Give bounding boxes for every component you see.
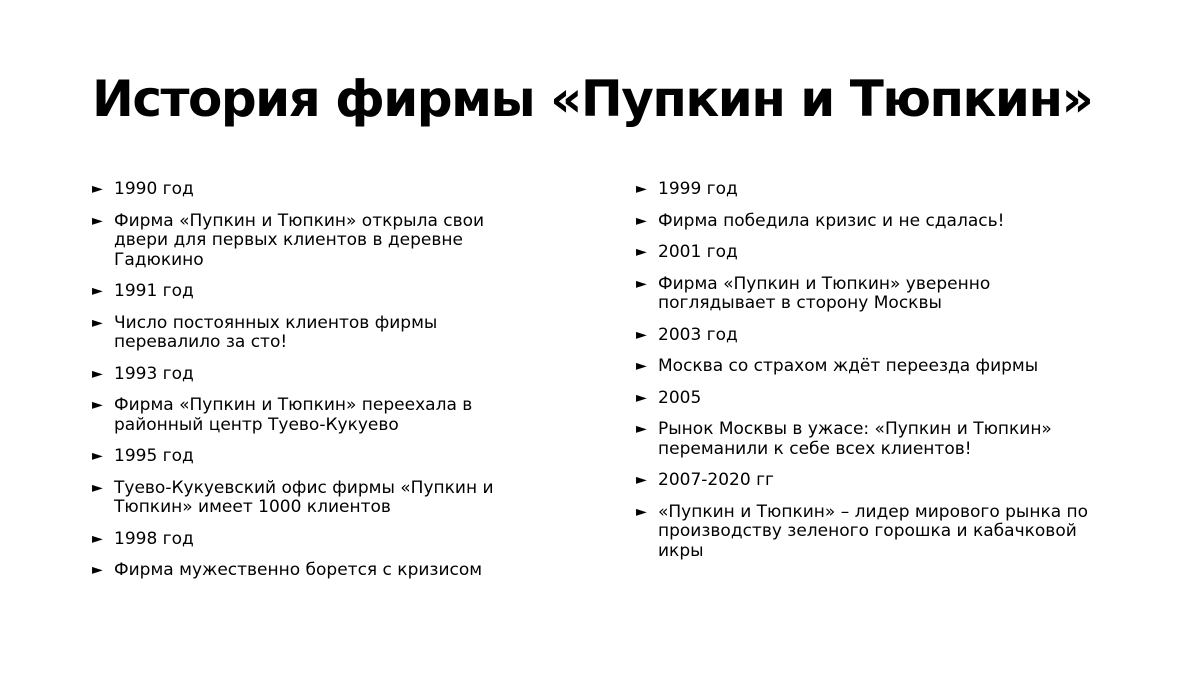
bullet-triangle-icon: ► bbox=[636, 326, 647, 343]
list-item bbox=[636, 212, 1106, 232]
list-item-text: 2007-2020 гг bbox=[658, 470, 774, 490]
list-item bbox=[636, 180, 1106, 200]
list-item bbox=[92, 479, 532, 518]
list-item bbox=[92, 447, 532, 467]
timeline-left-column bbox=[92, 180, 532, 593]
bullet-triangle-icon: ► bbox=[636, 181, 647, 197]
bullet-triangle-icon: ► bbox=[636, 389, 647, 406]
bullet-triangle-icon: ► bbox=[92, 397, 103, 413]
list-item bbox=[92, 314, 532, 353]
list-item bbox=[92, 180, 532, 200]
list-item bbox=[92, 530, 532, 550]
list-item bbox=[636, 357, 1106, 377]
list-item bbox=[636, 275, 1106, 314]
list-item bbox=[92, 561, 532, 581]
bullet-triangle-icon: ► bbox=[636, 358, 647, 374]
list-item bbox=[636, 420, 1106, 459]
list-item bbox=[92, 282, 532, 302]
list-item bbox=[636, 471, 1106, 491]
bullet-triangle-icon: ► bbox=[636, 244, 647, 260]
list-item-text: 1999 год bbox=[658, 179, 738, 199]
timeline-right-column bbox=[636, 180, 1106, 573]
slide-title: История фирмы «Пупкин и Тюпкин» bbox=[92, 70, 1093, 128]
list-item-text: 1990 год bbox=[114, 179, 194, 199]
list-item-text: Москва со страхом ждёт переезда фирмы bbox=[658, 356, 1039, 376]
bullet-triangle-icon: ► bbox=[92, 283, 103, 299]
list-item-text: Фирма «Пупкин и Тюпкин» переехала в районный центр Туево-Кукуево bbox=[114, 395, 473, 435]
list-item-text: Туево-Кукуевский офис фирмы «Пупкин и Тюпкин» имеет 1000 клиентов bbox=[114, 477, 494, 517]
list-item bbox=[636, 503, 1106, 562]
list-item-text: Рынок Москвы в ужасе: «Пупкин и Тюпкин» переманили к себе всех клиентов! bbox=[658, 419, 1052, 459]
bullet-triangle-icon: ► bbox=[92, 562, 103, 578]
list-item-text: 1995 год bbox=[114, 446, 194, 466]
list-item bbox=[92, 396, 532, 435]
list-item-text: 1993 год bbox=[114, 363, 194, 384]
list-item-text: Фирма мужественно борется с кризисом bbox=[114, 560, 483, 580]
list-item-text: 1998 год bbox=[114, 528, 194, 549]
list-item-text: 1991 год bbox=[114, 281, 194, 301]
bullet-triangle-icon: ► bbox=[636, 503, 647, 520]
list-item-text: Фирма победила кризис и не сдалась! bbox=[658, 210, 1005, 231]
list-item-text: Фирма «Пупкин и Тюпкин» уверенно поглядывает в сторону Москвы bbox=[658, 273, 991, 313]
list-item-text: «Пупкин и Тюпкин» – лидер мирового рынка по производству зеленого горошка и кабачковой икры bbox=[658, 501, 1089, 561]
bullet-triangle-icon: ► bbox=[92, 530, 103, 547]
list-item bbox=[92, 365, 532, 385]
list-item bbox=[636, 243, 1106, 263]
bullet-triangle-icon: ► bbox=[92, 365, 103, 382]
bullet-triangle-icon: ► bbox=[92, 181, 103, 197]
bullet-triangle-icon: ► bbox=[636, 275, 647, 292]
bullet-triangle-icon: ► bbox=[636, 421, 647, 437]
list-item bbox=[92, 212, 532, 271]
list-item-text: Фирма «Пупкин и Тюпкин» открыла свои двери для первых клиентов в деревне Гадюкино bbox=[114, 210, 485, 270]
list-item-text: 2005 bbox=[658, 387, 702, 408]
list-item-text: Число постоянных клиентов фирмы перевалило за сто! bbox=[114, 312, 438, 352]
list-item-text: 2001 год bbox=[658, 242, 738, 262]
bullet-triangle-icon: ► bbox=[636, 472, 647, 488]
bullet-triangle-icon: ► bbox=[92, 479, 103, 496]
list-item-text: 2003 год bbox=[658, 324, 738, 345]
bullet-triangle-icon: ► bbox=[92, 314, 103, 331]
bullet-triangle-icon: ► bbox=[92, 212, 103, 229]
bullet-triangle-icon: ► bbox=[636, 212, 647, 229]
list-item bbox=[636, 389, 1106, 409]
bullet-triangle-icon: ► bbox=[92, 448, 103, 464]
list-item bbox=[636, 326, 1106, 346]
